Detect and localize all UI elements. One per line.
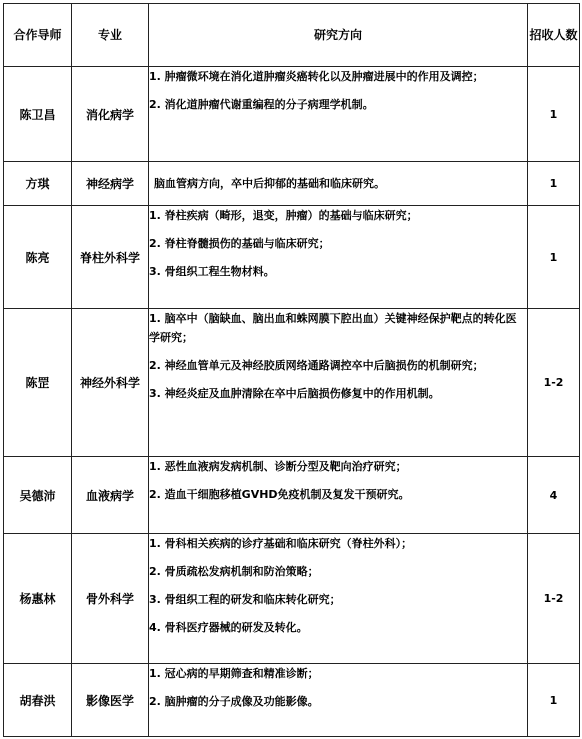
research-direction-item: 2. 造血干细胞移植GVHD免疫机制及复发干预研究。 — [149, 488, 410, 501]
table-row — [4, 309, 580, 457]
header-count: 招收人数 — [528, 4, 580, 67]
advisor-name: 胡春洪 — [4, 664, 72, 737]
enrollment-count: 1 — [528, 206, 580, 309]
research-direction-item: 2. 脑肿瘤的分子成像及功能影像。 — [149, 695, 319, 708]
header-major: 专业 — [72, 4, 149, 67]
advisor-major: 影像医学 — [72, 664, 149, 737]
enrollment-count: 4 — [528, 457, 580, 534]
research-direction-item: 1. 冠心病的早期筛查和精准诊断； — [149, 667, 319, 680]
research-direction-item: 1. 骨科相关疾病的诊疗基础和临床研究（脊柱外科）； — [149, 537, 413, 550]
enrollment-count: 1 — [528, 162, 580, 206]
advisor-major: 神经病学 — [72, 162, 149, 206]
research-direction-item: 1. 恶性血液病发病机制、诊断分型及靶向治疗研究； — [149, 460, 407, 473]
research-direction-item: 4. 骨科医疗器械的研发及转化。 — [149, 621, 308, 634]
research-direction-item: 1. 肿瘤微环境在消化道肿瘤炎癌转化以及肿瘤进展中的作用及调控； — [149, 70, 484, 83]
research-directions — [149, 457, 528, 534]
research-direction-item: 2. 消化道肿瘤代谢重编程的分子病理学机制。 — [149, 98, 374, 111]
advisor-major: 消化病学 — [72, 67, 149, 162]
advisor-major: 神经外科学 — [72, 309, 149, 457]
research-directions — [149, 309, 528, 457]
advisor-name: 方琪 — [4, 162, 72, 206]
advisor-name: 陈亮 — [4, 206, 72, 309]
research-directions — [149, 206, 528, 309]
header-direction: 研究方向 — [149, 4, 528, 67]
research-direction-item: 2. 脊柱脊髓损伤的基础与临床研究； — [149, 237, 330, 250]
research-directions — [149, 534, 528, 664]
research-direction-item: 3. 骨组织工程的研发和临床转化研究； — [149, 593, 341, 606]
table-row — [4, 534, 580, 664]
enrollment-count: 1-2 — [528, 309, 580, 457]
table-row — [4, 664, 580, 737]
research-directions — [149, 162, 528, 206]
research-direction-item: 3. 神经炎症及血肿清除在卒中后脑损伤修复中的作用机制。 — [149, 387, 440, 400]
research-direction-item: 脑血管病方向，卒中后抑郁的基础和临床研究。 — [154, 177, 385, 190]
advisor-name: 陈罡 — [4, 309, 72, 457]
table-row — [4, 162, 580, 206]
table-row — [4, 457, 580, 534]
advisor-major: 血液病学 — [72, 457, 149, 534]
header-row — [4, 4, 580, 67]
research-direction-item: 1. 脊柱疾病（畸形，退变，肿瘤）的基础与临床研究； — [149, 209, 418, 222]
research-direction-item: 3. 骨组织工程生物材料。 — [149, 265, 275, 278]
advisor-name: 陈卫昌 — [4, 67, 72, 162]
advisor-table — [3, 3, 580, 737]
table-row — [4, 206, 580, 309]
research-directions — [149, 664, 528, 737]
header-advisor: 合作导师 — [4, 4, 72, 67]
research-direction-item: 1. 脑卒中（脑缺血、脑出血和蛛网膜下腔出血）关键神经保护靶点的转化医学研究； — [149, 312, 517, 344]
research-direction-item: 2. 骨质疏松发病机制和防治策略； — [149, 565, 319, 578]
advisor-name: 杨惠林 — [4, 534, 72, 664]
table-row — [4, 67, 580, 162]
enrollment-count: 1 — [528, 664, 580, 737]
advisor-major: 脊柱外科学 — [72, 206, 149, 309]
enrollment-count: 1-2 — [528, 534, 580, 664]
research-directions — [149, 67, 528, 162]
research-direction-item: 2. 神经血管单元及神经胶质网络通路调控卒中后脑损伤的机制研究； — [149, 359, 484, 372]
enrollment-count: 1 — [528, 67, 580, 162]
advisor-name: 吴德沛 — [4, 457, 72, 534]
advisor-major: 骨外科学 — [72, 534, 149, 664]
